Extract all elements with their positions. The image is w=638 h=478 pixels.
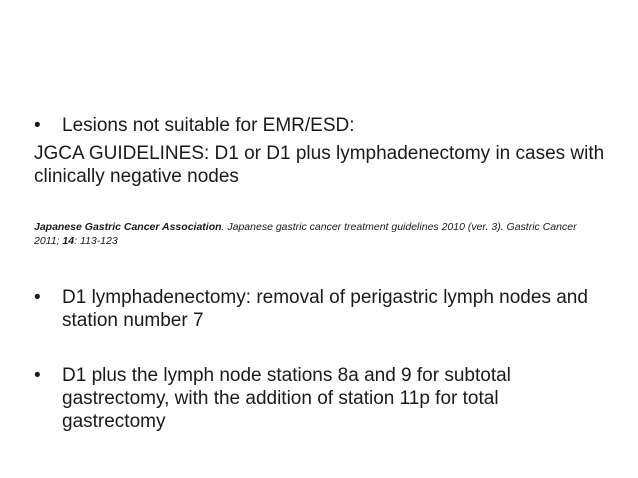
citation-pages: : 113-123: [74, 235, 118, 247]
bullet-d1-text: D1 lymphadenectomy: removal of perigastric lymph nodes and station number 7: [62, 287, 588, 331]
bullet-lesions: [34, 114, 614, 137]
bullet-glyph: •: [34, 365, 41, 386]
citation-author: Japanese Gastric Cancer Association: [34, 221, 222, 233]
bullet-d1-plus: [34, 364, 594, 433]
bullet-d1: [34, 286, 594, 332]
guidelines-paragraph: [34, 142, 609, 188]
guidelines-text: JGCA GUIDELINES: D1 or D1 plus lymphadenectomy in cases with clinically negative nodes: [34, 143, 605, 187]
citation: [34, 220, 579, 248]
citation-volume: 14: [62, 235, 75, 247]
bullet-glyph: •: [34, 287, 41, 308]
bullet-glyph: •: [34, 115, 41, 136]
bullet-d1-plus-text: D1 plus the lymph node stations 8a and 9 for subtotal gastrectomy, with the addition of station 11p for total gastrectomy: [62, 365, 511, 432]
citation-title: . Japanese gastric cancer treatment guidelines 2010 (ver. 3). Gastric Cancer 2011;: [34, 221, 577, 247]
bullet-lesions-text: Lesions not suitable for EMR/ESD:: [62, 115, 355, 136]
